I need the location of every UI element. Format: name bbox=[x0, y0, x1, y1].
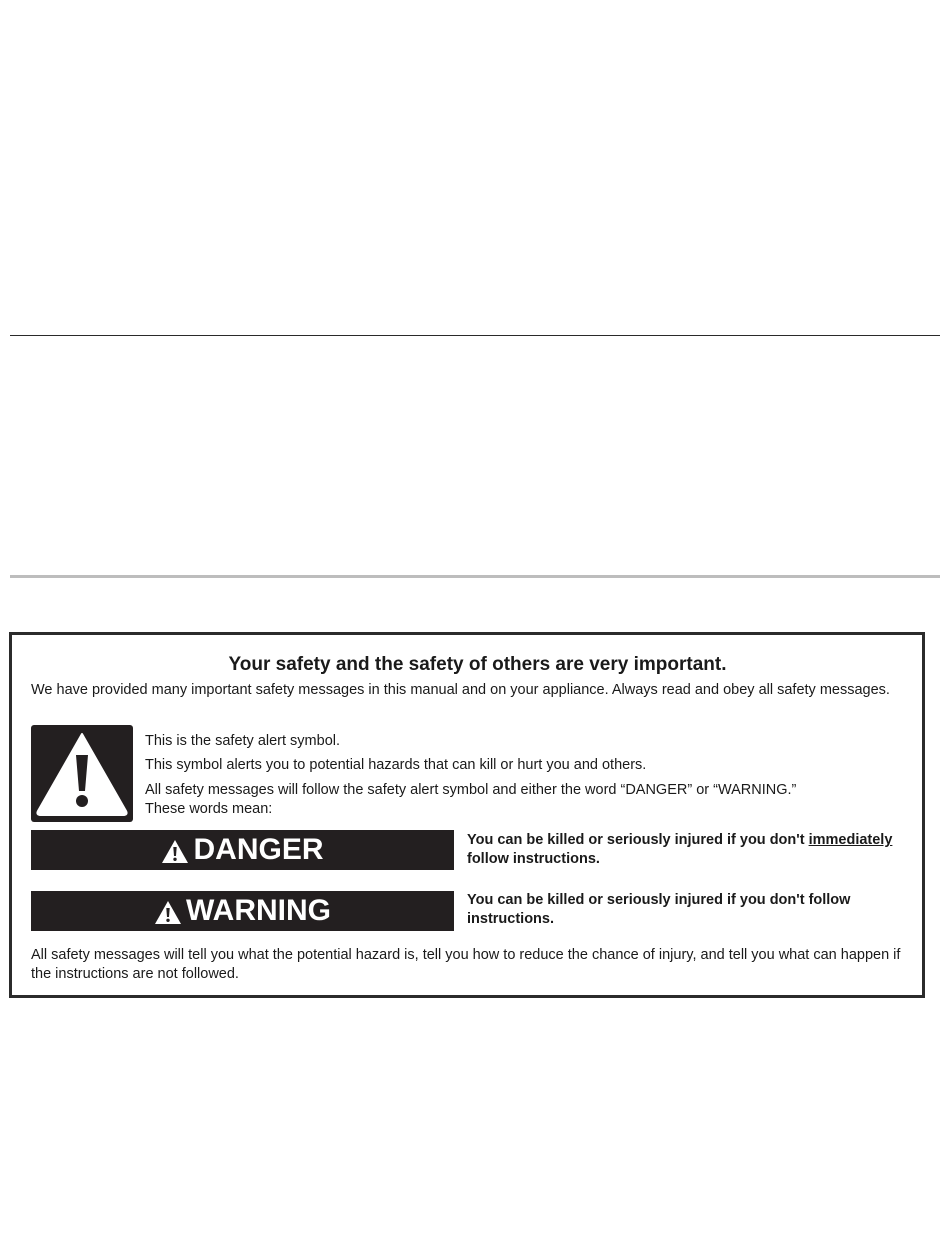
warning-alert-icon bbox=[154, 900, 182, 925]
alert-symbol-purpose: This symbol alerts you to potential hazards that can kill or hurt you and others. bbox=[145, 757, 647, 773]
top-divider bbox=[10, 335, 940, 336]
danger-desc-after: follow instructions. bbox=[467, 851, 600, 867]
warning-description: You can be killed or seriously injured if you don't follow instructions. bbox=[467, 892, 851, 927]
section-divider bbox=[10, 575, 940, 578]
danger-label: DANGER bbox=[193, 833, 324, 866]
alert-symbol-usage: All safety messages will follow the safety alert symbol and either the word “DANGER” or “WARNING.” bbox=[145, 782, 797, 798]
danger-signal-bar bbox=[31, 830, 454, 870]
warning-signal-bar bbox=[31, 891, 454, 931]
danger-desc-before: You can be killed or seriously injured if you don't bbox=[467, 832, 809, 848]
safety-footer-text: All safety messages will tell you what the potential hazard is, tell you how to reduce the chance of injury, and tell you what can happen if the instructions are not followed. bbox=[31, 947, 901, 982]
safety-alert-triangle-icon bbox=[31, 725, 133, 822]
danger-desc-emphasis: immediately bbox=[808, 832, 893, 848]
signal-words-intro: These words mean: bbox=[145, 801, 273, 817]
safety-heading: Your safety and the safety of others are very important. bbox=[228, 654, 727, 675]
alert-symbol-description: This is the safety alert symbol. bbox=[145, 733, 341, 749]
warning-label: WARNING bbox=[186, 894, 331, 927]
danger-description bbox=[467, 831, 917, 869]
safety-notice-box bbox=[9, 632, 925, 998]
safety-intro: We have provided many important safety messages in this manual and on your appliance. Always read and obey all safety messages. bbox=[31, 682, 890, 698]
danger-alert-icon bbox=[161, 839, 189, 864]
